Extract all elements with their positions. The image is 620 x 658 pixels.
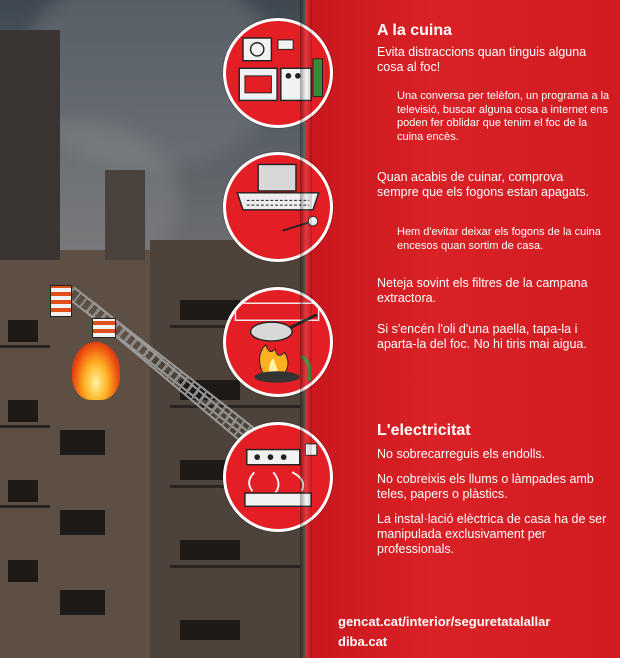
balcony-rail xyxy=(0,425,50,428)
power-strip-icon xyxy=(223,422,333,532)
building-tower xyxy=(105,170,145,260)
balcony-rail xyxy=(170,405,300,408)
balcony-rail xyxy=(0,505,50,508)
rescue-basket xyxy=(50,285,72,317)
electricity-tip-1: No sobrecarreguis els endolls. xyxy=(377,447,546,461)
electricity-tip-3: La instal·lació elèctrica de casa ha de ser manipulada exclusivament per professionals. xyxy=(377,512,607,556)
burning-pan-icon xyxy=(223,287,333,397)
rescue-basket xyxy=(92,318,116,338)
electricity-heading: L'electricitat xyxy=(377,422,471,439)
window xyxy=(60,590,105,615)
window xyxy=(8,560,38,582)
kitchen-tip-3: Neteja sovint els filtres de la campana extractora. xyxy=(377,276,588,305)
page-fold xyxy=(300,0,312,658)
kitchen-tip-4: Si s'encén l'oli d'una paella, tapa-la i aparta-la del foc. No hi tiris mai aigua. xyxy=(377,322,587,351)
window xyxy=(8,400,38,422)
kitchen-note-2: Hem d'evitar deixar els fogons de la cuina encesos quan sortim de casa. xyxy=(397,226,601,252)
window xyxy=(180,540,240,560)
kitchen-illustration-icon xyxy=(223,18,333,128)
window xyxy=(180,620,240,640)
range-hood-icon xyxy=(223,152,333,262)
safety-tips-panel xyxy=(305,0,620,658)
gencat-link[interactable]: gencat.cat/interior/seguretatalallar xyxy=(338,614,551,629)
fire-flames xyxy=(72,342,120,400)
window xyxy=(8,480,38,502)
balcony-rail xyxy=(0,345,50,348)
balcony-rail xyxy=(170,565,300,568)
kitchen-intro: Evita distraccions quan tinguis alguna cosa al foc! xyxy=(377,45,587,74)
kitchen-heading: A la cuina xyxy=(377,22,452,39)
diba-link[interactable]: diba.cat xyxy=(338,634,388,649)
kitchen-tip-2: Quan acabis de cuinar, comprova sempre que els fogons estan apagats. xyxy=(377,170,589,199)
electricity-tip-2: No cobreixis els llums o làmpades amb teles, papers o plàstics. xyxy=(377,472,594,501)
building-tower xyxy=(0,30,60,260)
window xyxy=(8,320,38,342)
window xyxy=(60,510,105,535)
kitchen-note-1: Una conversa per telèfon, un programa a la televisió, buscar alguna cosa a internet ens poden fer oblidar que tenim el foc de la cuina encès. xyxy=(397,90,610,143)
window xyxy=(60,430,105,455)
